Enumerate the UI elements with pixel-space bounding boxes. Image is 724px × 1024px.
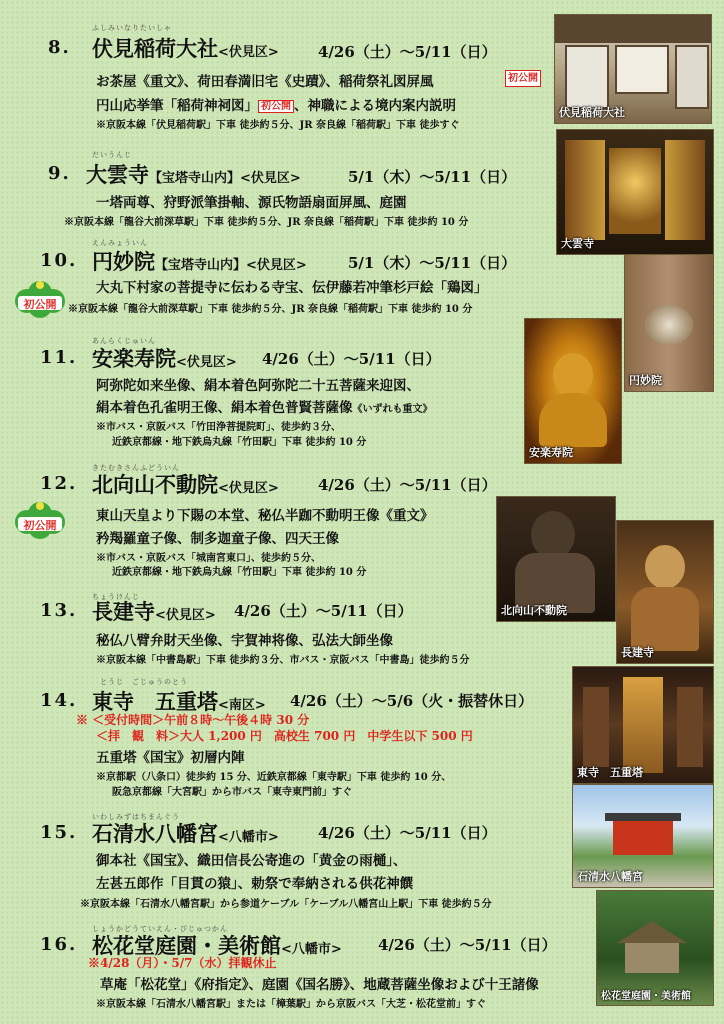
- entry-number: 13.: [40, 600, 78, 621]
- entry-name: 伏見稲荷大社<伏見区>: [92, 36, 279, 61]
- first-showing-badge: 初公開: [505, 70, 541, 87]
- entry-date: 4/26（土）～5/6（火・振替休日）: [290, 692, 534, 710]
- exhibit-line: 草庵「松花堂」《府指定》、庭園《国名勝》、地蔵菩薩坐像および十王諸像: [100, 977, 539, 993]
- photo-caption: 伏見稲荷大社: [559, 106, 625, 119]
- first-showing-flower-badge: [12, 279, 68, 319]
- entry-number: 15.: [40, 822, 78, 843]
- entry-number: 10.: [40, 250, 78, 271]
- entry-name: 安楽寿院<伏見区>: [92, 346, 237, 371]
- entry-date: 4/26（土）～5/11（日）: [262, 350, 441, 368]
- reception-hours: ※ ＜受付時間＞午前８時～午後４時 30 分: [76, 713, 310, 727]
- entry-number: 12.: [40, 473, 78, 494]
- exhibit-line: 左甚五郎作「目貫の猿」、勅祭で奉納される供花神饌: [96, 876, 414, 892]
- badge-label: 初公開: [23, 519, 57, 532]
- entry-date: 5/1（木）～5/11（日）: [348, 168, 517, 186]
- photo-toji-pagoda: [572, 666, 714, 784]
- exhibit-line: 円山応挙筆「稲荷神祠図」 初公開 、神職による境内案内説明: [96, 98, 456, 114]
- photo-caption: 円妙院: [629, 374, 662, 387]
- access-info: ※京阪本線「中書島駅」下車 徒歩約３分、市バス・京阪バス「中書島」徒歩約５分: [96, 655, 470, 666]
- access-info: ※京阪本線「龍谷大前深草駅」下車 徒歩約５分、JR 奈良線「稲荷駅」下車 徒歩約 10 分: [68, 304, 473, 315]
- exhibit-line: 大丸下村家の菩提寺に伝わる寺宝、伝伊藤若冲筆杉戸絵「鶏図」: [96, 280, 488, 296]
- access-info: ※京阪本線「石清水八幡宮駅」から参道ケーブル「ケーブル八幡宮山上駅」下車 徒歩約５分: [80, 899, 492, 910]
- entry-name: 北向山不動院<伏見区>: [92, 472, 279, 497]
- exhibit-line: 一塔両尊、狩野派筆掛軸、源氏物語扇面屏風、庭園: [96, 195, 407, 211]
- access-info: 近鉄京都線・地下鉄烏丸線「竹田駅」下車 徒歩約 10 分: [112, 437, 367, 448]
- ruby: しょうかどうていえん・びじゅつかん: [92, 925, 228, 933]
- exhibit-line: お茶屋《重文》、荷田春満旧宅《史蹟》、稲荷祭礼図屏風: [96, 74, 434, 90]
- ruby: だいうんじ: [92, 151, 132, 159]
- photo-iwashimizu-hachimangu: [572, 784, 714, 888]
- access-info: 近鉄京都線・地下鉄烏丸線「竹田駅」下車 徒歩約 10 分: [112, 567, 367, 578]
- photo-enmyoin: [624, 254, 714, 392]
- access-info: 阪急京都線「大宮駅」から市バス「東寺東門前」すぐ: [112, 787, 352, 798]
- exhibit-line: 東山天皇より下賜の本堂、秘仏半跏不動明王像《重文》: [96, 508, 434, 524]
- access-info: ※市バス・京阪バス「竹田浄菩提院町」、徒歩約３分、: [96, 422, 341, 433]
- exhibit-line: 秘仏八臂弁財天坐像、宇賀神将像、弘法大師坐像: [96, 633, 393, 649]
- ruby: ふしみいなりたいしゃ: [92, 24, 172, 32]
- closure-notice: ※4/28（月）・5/7（水）拝観休止: [88, 956, 277, 970]
- access-info: ※京阪本線「龍谷大前深草駅」下車 徒歩約５分、JR 奈良線「稲荷駅」下車 徒歩約 10 分: [64, 217, 469, 228]
- entry-date: 4/26（土）～5/11（日）: [234, 602, 413, 620]
- entry-number: 11.: [40, 347, 78, 368]
- photo-caption: 松花堂庭園・美術館: [601, 991, 691, 1002]
- entry-number: 16.: [40, 934, 78, 955]
- entry-name: 長建寺<伏見区>: [92, 599, 216, 624]
- access-info: ※京都駅（八条口）徒歩約 15 分、近鉄京都線「東寺駅」下車 徒歩約 10 分、: [96, 772, 452, 783]
- entry-name: 大雲寺【宝塔寺山内】<伏見区>: [86, 162, 301, 187]
- entry-date: 4/26（土）～5/11（日）: [378, 936, 557, 954]
- exhibit-line: 阿弥陀如来坐像、絹本着色阿弥陀二十五菩薩来迎図、: [96, 378, 420, 394]
- photo-anrakujuin: [524, 318, 622, 464]
- exhibit-line: 御本社《国宝》、織田信長公寄進の「黄金の雨樋」、: [96, 853, 407, 869]
- entry-name: 石清水八幡宮<八幡市>: [92, 821, 279, 846]
- photo-caption: 東寺 五重塔: [577, 766, 643, 779]
- photo-chokenji: [616, 520, 714, 664]
- exhibit-line: 五重塔《国宝》初層内陣: [96, 750, 245, 766]
- ruby: いわしみずはちまんぐう: [92, 813, 180, 821]
- photo-caption: 石清水八幡宮: [577, 870, 643, 883]
- photo-kitamukisan-fudoin: [496, 496, 616, 622]
- admission-fees: ＜拝 観 料＞大人 1,200 円 高校生 700 円 中学生以下 500 円: [96, 729, 473, 743]
- first-showing-flower-badge: [12, 500, 68, 540]
- ruby: ちょうけんじ: [92, 593, 140, 601]
- photo-daiunji: [556, 129, 714, 255]
- badge-label: 初公開: [23, 298, 57, 311]
- entry-name: 東寺 五重塔<南区>: [92, 689, 266, 714]
- first-showing-badge: 初公開: [258, 100, 294, 113]
- photo-shokado: [596, 890, 714, 1006]
- entry-number: 9.: [48, 163, 71, 184]
- exhibit-line: 絹本着色孔雀明王像、絹本着色普賢菩薩像《いずれも重文》: [96, 400, 433, 416]
- ruby: きたむきさんふどういん: [92, 464, 180, 472]
- ruby: あんらくじゅいん: [92, 337, 156, 345]
- entry-number: 14.: [40, 690, 78, 711]
- photo-caption: 安楽寿院: [529, 446, 573, 459]
- access-info: ※京阪本線「石清水八幡宮駅」または「樟葉駅」から京阪バス「大芝・松花堂前」すぐ: [96, 999, 486, 1010]
- entry-date: 4/26（土）～5/11（日）: [318, 43, 497, 61]
- photo-fushimi-inari: [554, 14, 712, 124]
- access-info: ※京阪本線「伏見稲荷駅」下車 徒歩約５分、JR 奈良線「稲荷駅」下車 徒歩すぐ: [96, 120, 460, 131]
- exhibit-line: 矜羯羅童子像、制多迦童子像、四天王像: [96, 531, 339, 547]
- access-info: ※市バス・京阪バス「城南宮東口」、徒歩約５分、: [96, 553, 321, 564]
- entry-date: 5/1（木）～5/11（日）: [348, 254, 517, 272]
- photo-caption: 大雲寺: [561, 237, 594, 250]
- photo-caption: 長建寺: [621, 646, 654, 659]
- entry-name: 円妙院【宝塔寺山内】<伏見区>: [92, 249, 307, 274]
- entry-date: 4/26（土）～5/11（日）: [318, 476, 497, 494]
- ruby: えんみょういん: [92, 239, 148, 247]
- photo-caption: 北向山不動院: [501, 604, 567, 617]
- ruby: とうじ ごじゅうのとう: [100, 678, 188, 686]
- entry-date: 4/26（土）～5/11（日）: [318, 824, 497, 842]
- entry-number: 8.: [48, 37, 71, 58]
- entry-name: 松花堂庭園・美術館<八幡市>: [92, 933, 342, 958]
